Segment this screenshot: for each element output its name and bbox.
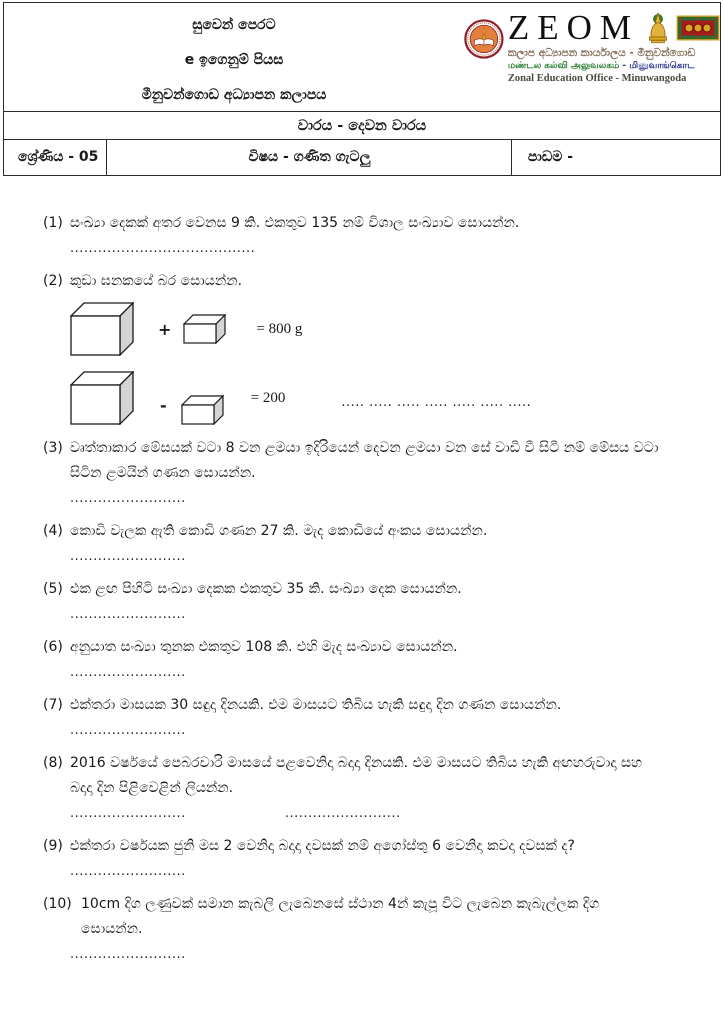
answer-dots: ........................................	[70, 241, 256, 256]
answer-dots: .........................	[70, 806, 186, 821]
big-cube-icon	[70, 302, 134, 356]
question-9	[43, 834, 686, 883]
question-number: (4)	[43, 523, 63, 539]
question-text: වෘත්තාකාර මේසයක් වටා 8 වන ළමයා ඉදිරියෙන් දෙවන ළමයා වන සේ වාඩි වී සිටී නම් මේසය වටා සිටින ළමයින් ගණන සොයන්න.	[70, 440, 659, 481]
subject-cell: විෂය - ගණිත ගැටලු	[106, 139, 512, 176]
question-text: සංඛ්‍යා දෙකක් අතර වෙනස 9 කි. එකතුව 135 නම් විශාල සංඛ්‍යාව සොයන්න.	[70, 215, 520, 231]
question-number: (5)	[43, 581, 63, 597]
logo-tamil-part2: மினுவாங்கொட	[629, 61, 695, 71]
header-titles	[4, 3, 464, 112]
equation-result-2: = 200	[250, 390, 286, 406]
answer-dots: .........................	[70, 864, 186, 879]
question-10	[43, 892, 686, 966]
question-number: (10)	[43, 896, 72, 912]
question-8	[43, 751, 686, 825]
logo-english-line: Zonal Education Office - Minuwangoda	[507, 73, 687, 84]
question-text: කුඩා ඝනකයේ බර සොයන්න.	[70, 273, 243, 289]
equation-result-1: = 800 g	[256, 320, 303, 337]
answer-dots: .........................	[70, 549, 186, 564]
question-2	[43, 269, 686, 425]
logo-sinhala-line: කලාප අධ්‍යාපන කාර්යාලය - මීනුවන්ගොඩ	[507, 47, 696, 59]
cube-equation-2	[70, 369, 686, 425]
question-3	[43, 436, 686, 510]
question-number: (8)	[43, 755, 63, 771]
info-row	[3, 139, 721, 176]
minus-sign: -	[160, 396, 167, 415]
logo-tamil-part1: மண்டல கல்வி அலுவலகம்	[507, 61, 620, 71]
small-cube-icon	[181, 395, 224, 425]
big-cube-icon	[70, 371, 134, 425]
question-6	[43, 635, 686, 684]
zeom-logo	[464, 3, 720, 112]
questions-section	[0, 181, 724, 975]
zeom-logo-text	[508, 10, 720, 84]
question-5	[43, 577, 686, 626]
lesson-cell: පාඩම -	[511, 139, 721, 176]
question-text: එක ළඟ පිහිටි සංඛ්‍යා දෙකක එකතුව 35 කි. සංඛ්‍යා දෙක සොයන්න.	[70, 581, 462, 597]
question-number: (1)	[43, 215, 63, 231]
inline-answer-dots: ..... ..... ..... ..... ..... ..... .....	[341, 395, 532, 410]
question-text: කොඩි වැලක ඇති කොඩි ගණන 27 කි. මැද කොඩියේ අංකය සොයන්න.	[70, 523, 488, 539]
zeom-acronym-row	[508, 10, 720, 46]
zeom-emblem-icon	[464, 10, 504, 68]
header-table	[3, 2, 721, 176]
header-title-line-2: e ඉගෙනුම් පියස	[184, 52, 284, 68]
cube-equation-1	[70, 301, 686, 357]
question-text: එක්තරා වර්ෂයක ජුනි මස 2 වෙනිදා බදාදා දවසක් නම් අගෝස්තු 6 වෙනිදා කවදා දවසක් ද?	[70, 838, 575, 854]
question-text: අනුයාත සංඛ්‍යා තුනක එකතුව 108 කි. එහි මැද සංඛ්‍යාව සොයන්න.	[70, 639, 458, 655]
question-number: (9)	[43, 838, 63, 854]
answer-dots: .........................	[70, 723, 186, 738]
question-4	[43, 519, 686, 568]
answer-dots-pair	[70, 803, 686, 825]
question-number: (3)	[43, 440, 63, 456]
cube-diagram	[70, 301, 686, 425]
question-1	[43, 211, 686, 260]
question-number: (7)	[43, 697, 63, 713]
answer-dots: .........................	[70, 607, 186, 622]
stupa-icon	[647, 12, 669, 44]
question-text: 10cm දිග ලණුවක් සමාන කැබලි ලැබෙනසේ ස්ථාන 4න් කැපූ විට ලැබෙන කැබැල්ලක දිග සොයන්න.	[81, 896, 600, 937]
header	[3, 2, 721, 113]
plus-sign: +	[158, 319, 172, 339]
question-7	[43, 693, 686, 742]
flag-icon	[676, 15, 720, 41]
logo-tamil-line	[508, 61, 720, 72]
logo-tamil-sep: -	[619, 61, 630, 71]
term-banner: වාරය - දෙවන වාරය	[3, 111, 721, 140]
question-text: එක්තරා මාසයක 30 සඳුදා දිනයකි. එම මාසයට තිබිය හැකි සඳුදා දින ගණන සොයන්න.	[70, 697, 562, 713]
answer-dots: .........................	[70, 491, 186, 506]
answer-dots: .........................	[70, 665, 186, 680]
zeom-acronym: ZEOM	[507, 8, 639, 47]
header-title-line-1: සුවෙන් පෙරට	[192, 17, 276, 33]
question-text: 2016 වර්ෂයේ පෙබරවාරි මාසයේ පළවෙනිදා බදාදා දිනයකි. එම මාසයට තිබිය හැකි අඟහරුවාදා සහ බදාදා දින පිළිවෙළින් ලියන්න.	[70, 755, 643, 796]
answer-dots: .........................	[284, 806, 401, 821]
question-number: (6)	[43, 639, 63, 655]
question-number: (2)	[43, 273, 63, 289]
header-title-line-3: මීනුවන්ගොඩ අධ්‍යාපන කලාපය	[141, 87, 327, 103]
grade-cell: ශ්‍රේණිය - 05	[3, 139, 108, 176]
small-cube-icon	[183, 314, 226, 344]
answer-dots: .........................	[70, 947, 186, 962]
